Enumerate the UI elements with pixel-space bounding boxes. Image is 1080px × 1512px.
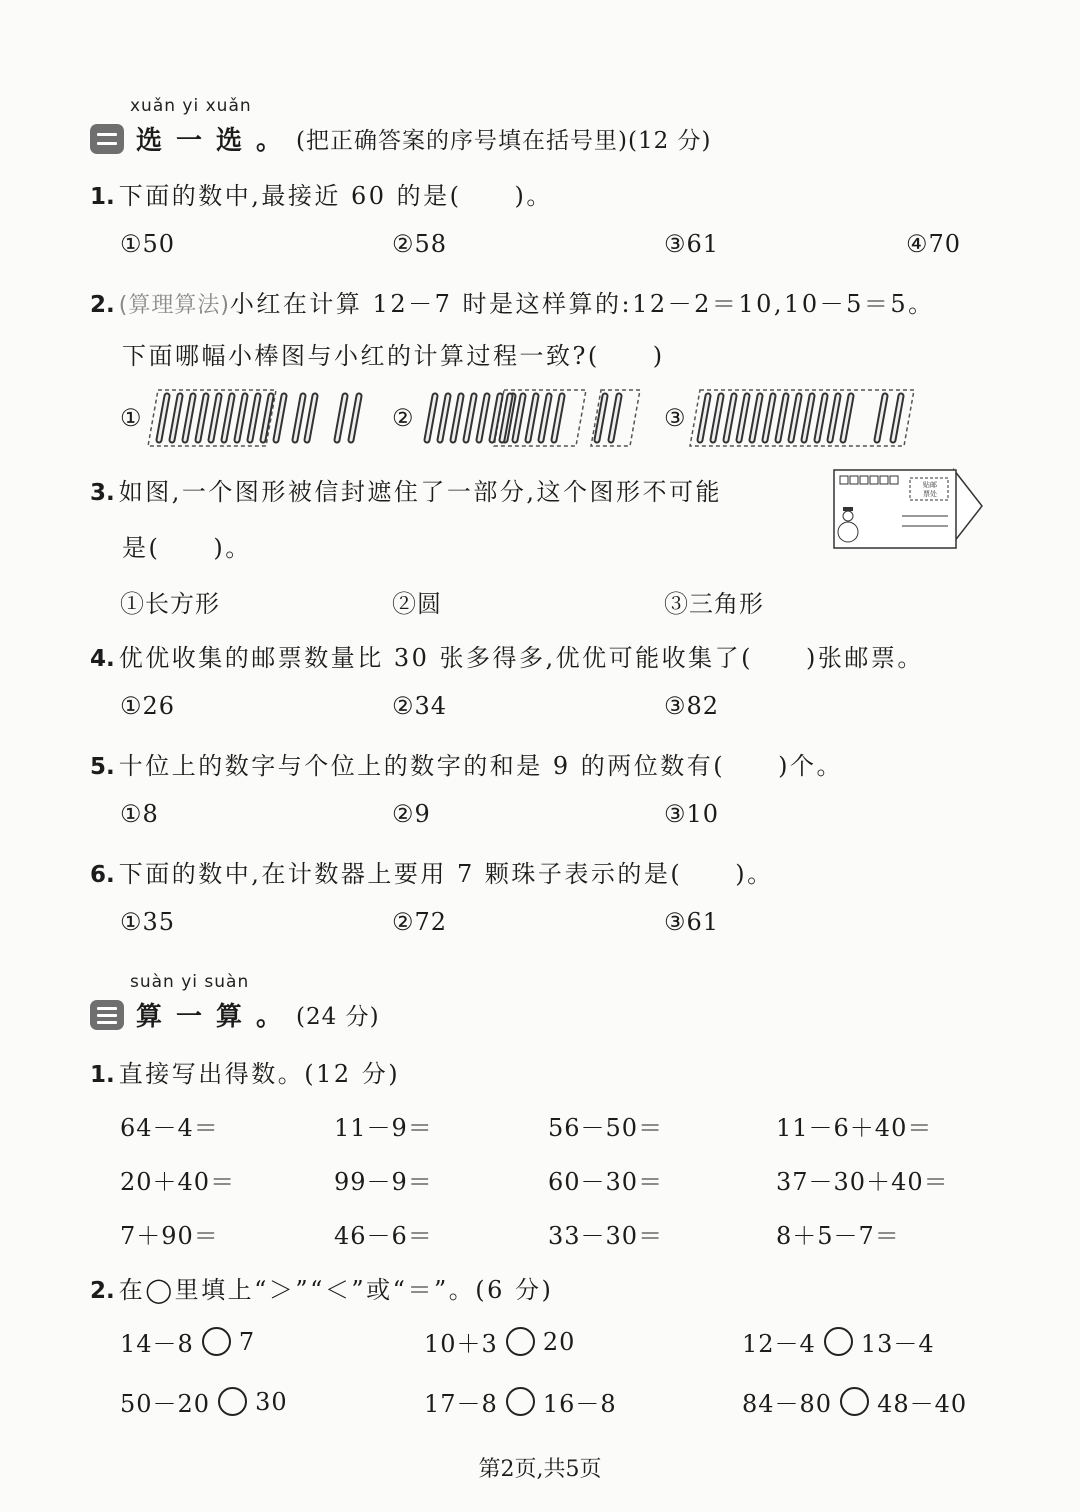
question-number: 6. (90, 862, 115, 888)
question-number: 4. (90, 646, 115, 672)
stick-diagram-2 (427, 390, 640, 446)
calc-item[interactable]: 60－30＝ (548, 1168, 664, 1196)
compare-circle[interactable] (218, 1387, 247, 1416)
compare-circle[interactable] (202, 1327, 231, 1356)
question-3 (90, 472, 722, 507)
question-text: 在◯里填上“＞”“＜”或“＝”。(6 分) (118, 1276, 554, 1304)
section2-period: 。 (256, 126, 297, 156)
option-1-3[interactable]: ③61 (664, 230, 720, 258)
compare-left: 10＋3 (424, 1330, 498, 1358)
option-6-1[interactable]: ①35 (120, 908, 176, 936)
compare-item (120, 1324, 255, 1359)
calc-item[interactable]: 8＋5－7＝ (776, 1222, 900, 1250)
question-text: 直接写出得数。(12 分) (118, 1060, 401, 1088)
question-number: 5. (90, 754, 115, 780)
option-3-1[interactable]: ①长方形 (120, 590, 220, 618)
section3-period: 。 (256, 1002, 297, 1032)
stick-diagram-3 (690, 390, 914, 446)
calc-item[interactable]: 46－6＝ (334, 1222, 433, 1250)
calc-item[interactable]: 99－9＝ (334, 1168, 433, 1196)
option-4-2[interactable]: ②34 (392, 692, 448, 720)
calc-item[interactable]: 56－50＝ (548, 1114, 664, 1142)
stamp-label-2: 票处 (923, 490, 937, 498)
option-3-2[interactable]: ②圆 (392, 590, 442, 618)
compare-item (120, 1384, 288, 1419)
option-5-2[interactable]: ②9 (392, 800, 431, 828)
question-3-line2: 是( )。 (122, 534, 252, 562)
section3-pinyin: suàn yi suàn (130, 972, 250, 992)
question-text: 如图,一个图形被信封遮住了一部分,这个图形不可能 (118, 478, 723, 506)
compare-left: 50－20 (120, 1390, 211, 1418)
stick-diagram-1 (148, 390, 359, 446)
question-number: 3. (90, 480, 115, 506)
calc-item[interactable]: 11－9＝ (334, 1114, 433, 1142)
question-text: 小红在计算 12－7 时是这样算的:12－2＝10,10－5＝5。 (229, 290, 935, 318)
calc-question-1 (90, 1054, 400, 1089)
question-text: 下面的数中,最接近 60 的是( )。 (118, 182, 553, 210)
question-number: 2. (90, 1278, 115, 1304)
question-number: 2. (90, 292, 115, 318)
page-footer: 第2页,共5页 (478, 1457, 602, 1482)
option-6-2[interactable]: ②72 (392, 908, 448, 936)
compare-circle[interactable] (506, 1327, 535, 1356)
calc-item[interactable]: 37－30＋40＝ (776, 1168, 949, 1196)
compare-item (742, 1384, 967, 1419)
compare-right: 30 (255, 1387, 288, 1416)
section2-note: (把正确答案的序号填在括号里)(12 分) (296, 128, 712, 154)
section3-title: 算一算 (136, 1002, 257, 1032)
compare-item (424, 1324, 575, 1359)
compare-item (742, 1324, 935, 1359)
calc-item[interactable]: 64－4＝ (120, 1114, 219, 1142)
stick-diagrams (0, 0, 1080, 470)
option-1-4[interactable]: ④70 (906, 230, 962, 258)
compare-question-2 (90, 1270, 553, 1305)
question-text: 下面的数中,在计数器上要用 7 颗珠子表示的是( )。 (118, 860, 774, 888)
section2-pinyin: xuǎn yi xuǎn (130, 96, 252, 116)
question-number: 1. (90, 184, 115, 210)
compare-item (424, 1384, 617, 1419)
hidden-shape-triangle (954, 470, 982, 542)
question-6 (90, 854, 774, 889)
compare-left: 17－8 (424, 1390, 498, 1418)
compare-left: 12－4 (742, 1330, 816, 1358)
calc-item[interactable]: 7＋90＝ (120, 1222, 219, 1250)
question-2-line2: 下面哪幅小棒图与小红的计算过程一致?( ) (122, 342, 665, 370)
calc-item[interactable]: 11－6＋40＝ (776, 1114, 933, 1142)
option-5-1[interactable]: ①8 (120, 800, 159, 828)
option-4-1[interactable]: ①26 (120, 692, 176, 720)
question-5 (90, 746, 843, 781)
option-5-3[interactable]: ③10 (664, 800, 720, 828)
compare-circle[interactable] (506, 1387, 535, 1416)
question-number: 1. (90, 1062, 115, 1088)
section3-header (90, 996, 380, 1033)
compare-right: 16－8 (542, 1390, 617, 1418)
question-tag: (算理算法) (118, 293, 230, 318)
section2-title: 选一选 (136, 126, 257, 156)
option-1-2[interactable]: ②58 (392, 230, 448, 258)
compare-left: 84－80 (742, 1390, 833, 1418)
option-3-3[interactable]: ③三角形 (664, 590, 764, 618)
section-number-badge-3 (90, 1000, 124, 1030)
compare-right: 7 (238, 1327, 256, 1356)
compare-right: 13－4 (860, 1330, 935, 1358)
stamp-label-1: 贴邮 (923, 481, 937, 489)
envelope-figure (830, 466, 990, 554)
section3-note: (24 分) (296, 1004, 380, 1030)
compare-left: 14－8 (120, 1330, 194, 1358)
compare-right: 48－40 (877, 1390, 968, 1418)
option-2-3[interactable]: ③ (664, 404, 687, 432)
question-text: 优优收集的邮票数量比 30 张多得多,优优可能收集了( )张邮票。 (118, 644, 924, 672)
option-2-1[interactable]: ① (120, 404, 143, 432)
question-text: 十位上的数字与个位上的数字的和是 9 的两位数有( )个。 (118, 752, 844, 780)
calc-item[interactable]: 33－30＝ (548, 1222, 664, 1250)
option-6-3[interactable]: ③61 (664, 908, 720, 936)
option-1-1[interactable]: ①50 (120, 230, 176, 258)
compare-right: 20 (542, 1327, 576, 1356)
compare-circle[interactable] (840, 1387, 869, 1416)
question-4 (90, 638, 924, 673)
compare-circle[interactable] (824, 1327, 853, 1356)
option-4-3[interactable]: ③82 (664, 692, 720, 720)
option-2-2[interactable]: ② (392, 404, 415, 432)
calc-item[interactable]: 20＋40＝ (120, 1168, 236, 1196)
